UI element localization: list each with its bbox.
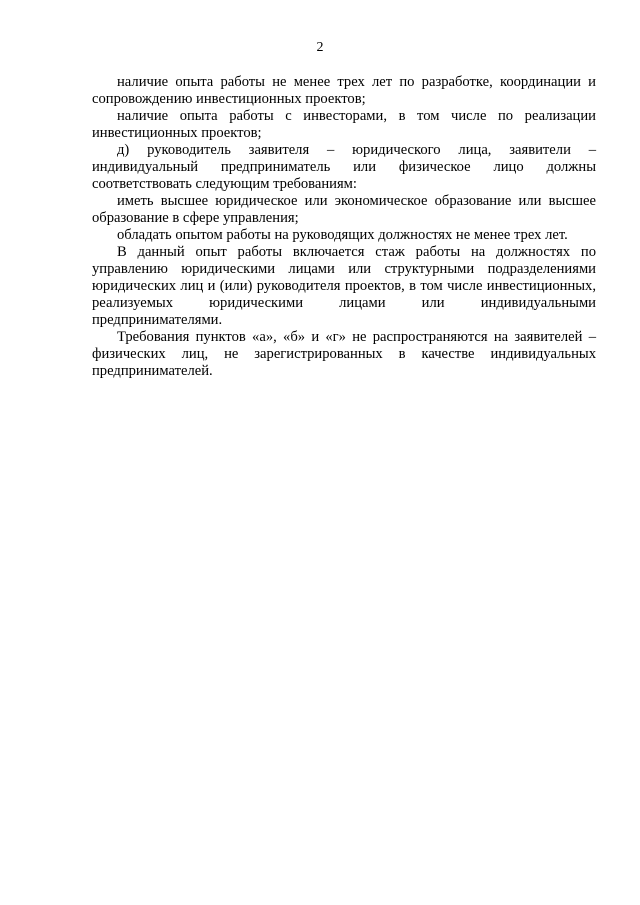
paragraph-investment-projects-experience: наличие опыта работы не менее трех лет по разработке, координации и сопровождению инвестиционных проектов;: [92, 74, 596, 107]
paragraph-higher-education: иметь высшее юридическое или экономическое образование или высшее образование в сфере управления;: [92, 193, 596, 226]
paragraph-item-d-requirements: д) руководитель заявителя – юридического лица, заявители – индивидуальный предприниматель или физическое лицо должны соответствовать следующим требованиям:: [92, 142, 596, 192]
paragraph-management-experience: обладать опытом работы на руководящих должностях не менее трех лет.: [117, 227, 568, 243]
paragraph-experience-definition: В данный опыт работы включается стаж работы на должностях по управлению юридическими лицами или структурными подразделениями юридических лиц и (или) руководителя проектов, в том числе инвестиционных, реализуемых юридическими лицами или индивидуальными предпринимателями.: [92, 244, 596, 328]
paragraph-exemption: Требования пунктов «а», «б» и «г» не распространяются на заявителей – физических лиц, не зарегистрированных в качестве индивидуальных предпринимателей.: [92, 329, 596, 379]
page-number: 2: [316, 40, 324, 55]
document-body: [92, 74, 596, 380]
paragraph-investors-experience: наличие опыта работы с инвесторами, в том числе по реализации инвестиционных проектов;: [92, 108, 596, 141]
